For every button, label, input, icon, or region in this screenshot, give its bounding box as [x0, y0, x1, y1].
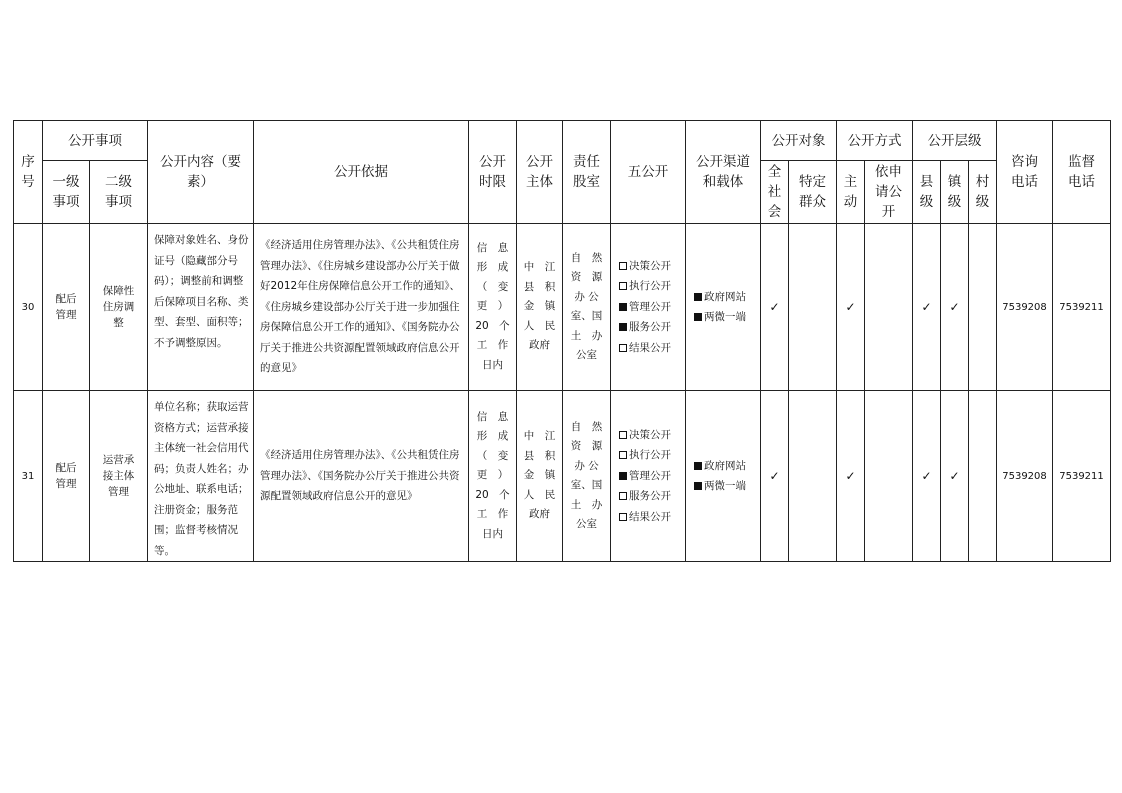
row-method-apply: [865, 391, 913, 562]
subject-line: 政府: [529, 339, 550, 352]
checkbox-icon: [619, 262, 627, 270]
disclosure-table: [13, 120, 1111, 562]
row-target-specific: [789, 391, 837, 562]
five-public-item: 结果公开: [619, 338, 685, 359]
header-level-county: 县级: [913, 161, 941, 224]
subject-line: 金 镇: [523, 300, 556, 313]
row-target-specific: [789, 224, 837, 391]
row-five-public: [611, 391, 686, 562]
five-public-item: 服务公开: [619, 486, 685, 507]
header-level: 公开层级: [913, 121, 997, 161]
row-five-public: [611, 224, 686, 391]
checkbox-checked-icon: [619, 472, 627, 480]
five-public-item: 执行公开: [619, 276, 685, 297]
row-method-active: ✓: [837, 224, 865, 391]
row-level1: 配后管理: [43, 224, 90, 391]
dept-line: 办 公: [574, 290, 599, 303]
time-limit-line: 信 息: [476, 410, 509, 423]
header-five-public: 五公开: [611, 121, 686, 224]
row-target-all: ✓: [761, 224, 789, 391]
header-target: 公开对象: [761, 121, 837, 161]
time-limit-line: 工 作: [476, 339, 509, 352]
header-row-top: [14, 121, 1111, 161]
five-public-item: 决策公开: [619, 425, 685, 446]
channel-item: 政府网站: [694, 456, 760, 477]
table-row: [14, 224, 1111, 391]
channel-item: 两微一端: [694, 307, 760, 328]
dept-line: 室、国: [570, 310, 603, 322]
header-time-limit: 公开时限: [469, 121, 517, 224]
checkbox-checked-icon: [619, 303, 627, 311]
table-row: [14, 391, 1111, 562]
dept-line: 自 然: [570, 251, 603, 264]
row-basis: 《经济适用住房管理办法》、《公共租赁住房管理办法》、《国务院办公厅关于推进公共资源配置领域政府信息公开的意见》: [254, 391, 469, 562]
dept-line: 办 公: [574, 459, 599, 472]
row-level-town: ✓: [941, 391, 969, 562]
header-dept: 责任股室: [563, 121, 611, 224]
row-supervise-phone: 7539211: [1053, 224, 1111, 391]
row-consult-phone: 7539208: [997, 391, 1053, 562]
time-limit-line: 更 ）: [476, 469, 509, 482]
five-public-item: 管理公开: [619, 466, 685, 487]
header-public-item: 公开事项: [43, 121, 148, 161]
header-content: 公开内容（要素）: [148, 121, 254, 224]
time-limit-line: 日内: [482, 358, 503, 371]
row-subject: [517, 224, 563, 391]
row-dept: [563, 391, 611, 562]
checkbox-checked-icon: [694, 482, 702, 490]
header-level2: 二级事项: [90, 161, 148, 224]
header-level-town: 镇级: [941, 161, 969, 224]
channel-item: 政府网站: [694, 287, 760, 308]
row-level-village: [969, 224, 997, 391]
dept-line: 资 源: [570, 271, 603, 283]
header-seq: 序号: [14, 121, 43, 224]
time-limit-line: 形 成: [476, 261, 509, 274]
time-limit-line: （ 变: [476, 449, 509, 462]
time-limit-line: 形 成: [476, 430, 509, 443]
subject-line: 县 积: [523, 280, 556, 293]
header-method: 公开方式: [837, 121, 913, 161]
row-level-county: ✓: [913, 391, 941, 562]
dept-line: 资 源: [570, 440, 603, 452]
header-channel: 公开渠道和载体: [686, 121, 761, 224]
subject-line: 人 民: [523, 319, 556, 332]
row-time-limit: [469, 391, 517, 562]
channel-item: 两微一端: [694, 476, 760, 497]
time-limit-line: 20 个: [475, 319, 510, 332]
time-limit-line: 信 息: [476, 241, 509, 254]
checkbox-checked-icon: [694, 293, 702, 301]
checkbox-icon: [619, 492, 627, 500]
checkbox-checked-icon: [694, 462, 702, 470]
header-method-active: 主动: [837, 161, 865, 224]
five-public-item: 结果公开: [619, 507, 685, 528]
row-content: 保障对象姓名、身份证号（隐藏部分号码）；调整前和调整后保障项目名称、类型、套型、面积等；不予调整原因。: [148, 224, 254, 391]
header-target-specific: 特定群众: [789, 161, 837, 224]
checkbox-icon: [619, 344, 627, 352]
dept-line: 公室: [576, 349, 597, 361]
checkbox-checked-icon: [619, 323, 627, 331]
row-seq: 31: [14, 391, 43, 562]
row-level2: 保障性住房调整: [90, 224, 148, 391]
row-method-apply: [865, 224, 913, 391]
row-channel: [686, 391, 761, 562]
row-level2: 运营承接主体管理: [90, 391, 148, 562]
row-time-limit: [469, 224, 517, 391]
row-level-county: ✓: [913, 224, 941, 391]
dept-line: 自 然: [570, 420, 603, 433]
row-content: 单位名称；获取运营资格方式；运营承接主体统一社会信用代码；负责人姓名；办公地址、联系电话；注册资金；服务范围；监督考核情况等。: [148, 391, 254, 562]
checkbox-icon: [619, 431, 627, 439]
row-method-active: ✓: [837, 391, 865, 562]
header-level-village: 村级: [969, 161, 997, 224]
subject-line: 金 镇: [523, 469, 556, 482]
checkbox-icon: [619, 451, 627, 459]
row-level1: 配后管理: [43, 391, 90, 562]
header-target-all: 全社会: [761, 161, 789, 224]
row-dept: [563, 224, 611, 391]
row-basis: 《经济适用住房管理办法》、《公共租赁住房管理办法》、《住房城乡建设部办公厅关于做好2012年住房保障信息公开工作的通知》、《住房城乡建设部办公厅关于进一步加强住房保障信息公开工作的通知》、《国务院办公厅关于推进公共资源配置领域政府信息公开的意见》: [254, 224, 469, 391]
row-channel: [686, 224, 761, 391]
row-level-town: ✓: [941, 224, 969, 391]
dept-line: 土 办: [570, 329, 603, 342]
header-consult-phone: 咨询电话: [997, 121, 1053, 224]
checkbox-icon: [619, 513, 627, 521]
five-public-item: 执行公开: [619, 445, 685, 466]
time-limit-line: 日内: [482, 527, 503, 540]
header-method-apply: 依申请公开: [865, 161, 913, 224]
subject-line: 政府: [529, 508, 550, 521]
checkbox-checked-icon: [694, 313, 702, 321]
five-public-item: 决策公开: [619, 256, 685, 277]
header-basis: 公开依据: [254, 121, 469, 224]
row-supervise-phone: 7539211: [1053, 391, 1111, 562]
row-level-village: [969, 391, 997, 562]
checkbox-icon: [619, 282, 627, 290]
row-consult-phone: 7539208: [997, 224, 1053, 391]
time-limit-line: （ 变: [476, 280, 509, 293]
header-level1: 一级事项: [43, 161, 90, 224]
dept-line: 公室: [576, 518, 597, 530]
header-supervise-phone: 监督电话: [1053, 121, 1111, 224]
row-target-all: ✓: [761, 391, 789, 562]
five-public-item: 管理公开: [619, 297, 685, 318]
time-limit-line: 工 作: [476, 508, 509, 521]
five-public-item: 服务公开: [619, 317, 685, 338]
row-subject: [517, 391, 563, 562]
dept-line: 室、国: [570, 479, 603, 491]
subject-line: 人 民: [523, 488, 556, 501]
time-limit-line: 20 个: [475, 488, 510, 501]
subject-line: 中 江: [523, 430, 556, 443]
time-limit-line: 更 ）: [476, 300, 509, 313]
subject-line: 中 江: [523, 261, 556, 274]
subject-line: 县 积: [523, 449, 556, 462]
row-seq: 30: [14, 224, 43, 391]
dept-line: 土 办: [570, 498, 603, 511]
header-subject: 公开主体: [517, 121, 563, 224]
